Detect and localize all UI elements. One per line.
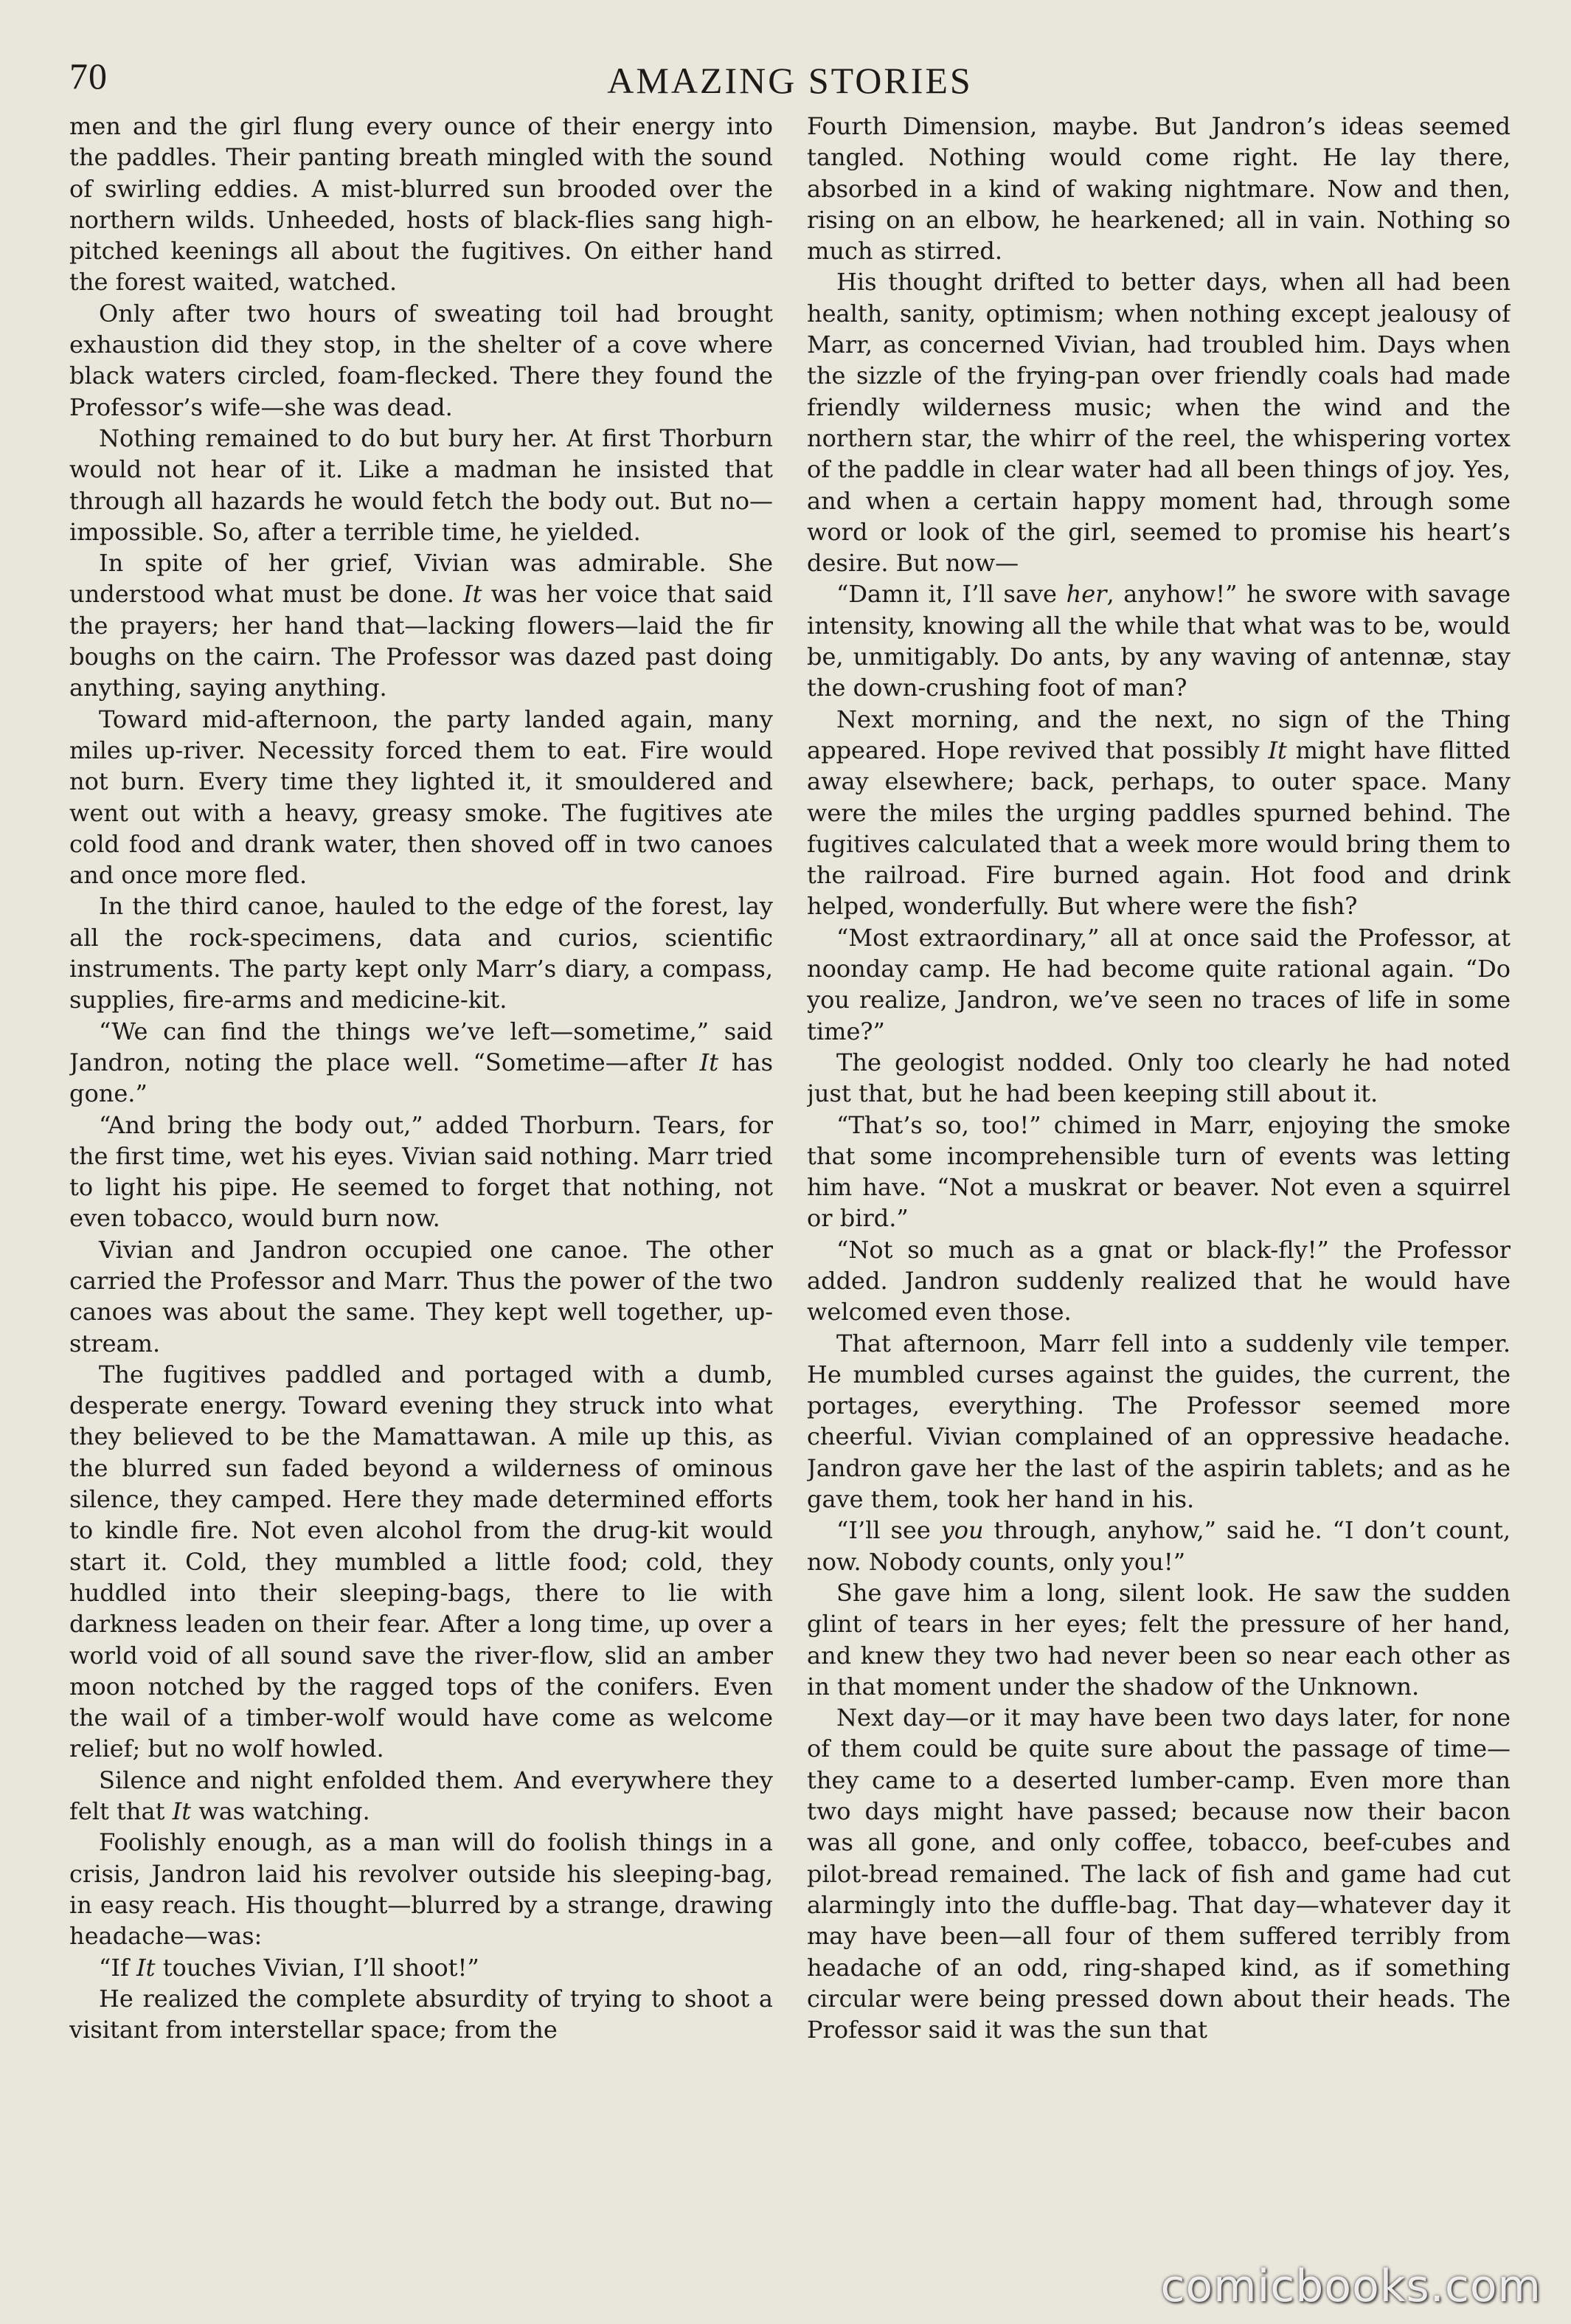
paragraph: In spite of her grief, Vivian was admirable. She understood what must be done. It was her voice that said the prayers; her hand that—lacking flowers—laid the fir boughs on the cairn. The Professor was dazed past doing anything, saying anything. bbox=[69, 549, 773, 702]
paragraph: “I’ll see you through, anyhow,” said he. “I don’t count, now. Nobody counts, only you!” bbox=[807, 1516, 1511, 1576]
paragraph: “Not so much as a gnat or black-fly!” the Professor added. Jandron suddenly realized that he would have welcomed even those. bbox=[807, 1235, 1511, 1327]
right-column bbox=[807, 111, 1511, 2302]
paragraph: “We can find the things we’ve left—sometime,” said Jandron, noting the place well. “Sometime—after It has gone.” bbox=[69, 1017, 773, 1108]
paragraph: Nothing remained to do but bury her. At first Thorburn would not hear of it. Like a madman he insisted that through all hazards he would fetch the body out. But no—impossible. So, after a terrible time, he yielded. bbox=[69, 423, 773, 546]
paragraph: His thought drifted to better days, when all had been health, sanity, optimism; when nothing except jealousy of Marr, as concerned Vivian, had troubled him. Days when the sizzle of the frying-pan over friendly coals had made friendly wilderness music; when the wind and the northern star, the whirr of the reel, the whispering vortex of the paddle in clear water had all been things of joy. Yes, and when a certain happy moment had, through some word or look of the girl, seemed to promise his heart’s desire. But now— bbox=[807, 268, 1511, 578]
site-watermark: comicbooks.com bbox=[1160, 2261, 1541, 2312]
paragraph: Next day—or it may have been two days later, for none of them could be quite sure about the passage of time—they came to a deserted lumber-camp. Even more than two days might have passed; because now their bacon was all gone, and only coffee, tobacco, beef-cubes and pilot-bread remained. The lack of fish and game had cut alarmingly into the duffle-bag. That day—whatever day it may have been—all four of them suffered terribly from headache of an odd, ring-shaped kind, as if something circular were being pressed down about their heads. The Professor said it was the sun that bbox=[807, 1704, 1511, 2044]
magazine-title: AMAZING STORIES bbox=[607, 60, 973, 101]
paragraph: The fugitives paddled and portaged with a dumb, desperate energy. Toward evening they struck into what they believed to be the Mamattawan. A mile up this, as the blurred sun faded beyond a wilderness of ominous silence, they camped. Here they made determined efforts to kindle fire. Not even alcohol from the drug-kit would start it. Cold, they mumbled a little food; cold, they huddled into their sleeping-bags, there to lie with darkness leaden on their fear. After a long time, up over a world void of all sound save the river-flow, slid an amber moon notched by the ragged tops of the conifers. Even the wail of a timber-wolf would have come as welcome relief; but no wolf howled. bbox=[69, 1360, 773, 1763]
paragraph: Silence and night enfolded them. And everywhere they felt that It was watching. bbox=[69, 1766, 773, 1826]
paragraph: Only after two hours of sweating toil had brought exhaustion did they stop, in the shelter of a cove where black waters circled, foam-flecked. There they found the Professor’s wife—she was dead. bbox=[69, 299, 773, 421]
page-number: 70 bbox=[69, 55, 108, 97]
paragraph: Vivian and Jandron occupied one canoe. The other carried the Professor and Marr. Thus the power of the two canoes was about the same. They kept well together, up-stream. bbox=[69, 1235, 773, 1358]
text-columns bbox=[69, 111, 1511, 2302]
paragraph: “If It touches Vivian, I’ll shoot!” bbox=[99, 1953, 479, 1982]
paragraph: She gave him a long, silent look. He saw the sudden glint of tears in her eyes; felt the pressure of her hand, and knew they two had never been so near each other as in that moment under the shadow of the Unknown. bbox=[807, 1578, 1511, 1701]
paragraph: “Damn it, I’ll save her, anyhow!” he swore with savage intensity, knowing all the while that what was to be, would be, unmitigably. Do ants, by any waving of antennæ, stay the down-crushing foot of man? bbox=[807, 580, 1511, 702]
paragraph: Foolishly enough, as a man will do foolish things in a crisis, Jandron laid his revolver outside his sleeping-bag, in easy reach. His thought—blurred by a strange, drawing headache—was: bbox=[69, 1828, 773, 1951]
paragraph: men and the girl flung every ounce of their energy into the paddles. Their panting breath mingled with the sound of swirling eddies. A mist-blurred sun brooded over the northern wilds. Unheeded, hosts of black-flies sang high-pitched keenings all about the fugitives. On either hand the forest waited, watched. bbox=[69, 112, 773, 297]
paragraph: Next morning, and the next, no sign of the Thing appeared. Hope revived that possibly It might have flitted away elsewhere; back, perhaps, to outer space. Many were the miles the urging paddles spurned behind. The fugitives calculated that a week more would bring them to the railroad. Fire burned again. Hot food and drink helped, wonderfully. But where were the fish? bbox=[807, 705, 1511, 921]
paragraph: He realized the complete absurdity of trying to shoot a visitant from interstellar space; from the bbox=[69, 1984, 773, 2044]
paragraph: “Most extraordinary,” all at once said the Professor, at noonday camp. He had become quite rational again. “Do you realize, Jandron, we’ve seen no traces of life in some time?” bbox=[807, 923, 1511, 1045]
running-head bbox=[69, 50, 1511, 111]
left-column bbox=[69, 111, 773, 2302]
paragraph: Fourth Dimension, maybe. But Jandron’s ideas seemed tangled. Nothing would come right. He lay there, absorbed in a kind of waking nightmare. Now and then, rising on an elbow, he hearkened; all in vain. Nothing so much as stirred. bbox=[807, 112, 1511, 266]
paragraph: “That’s so, too!” chimed in Marr, enjoying the smoke that some incomprehensible turn of events was letting him have. “Not a muskrat or beaver. Not even a squirrel or bird.” bbox=[807, 1110, 1511, 1233]
paragraph: In the third canoe, hauled to the edge of the forest, lay all the rock-specimens, data and curios, scientific instruments. The party kept only Marr’s diary, a compass, supplies, fire-arms and medicine-kit. bbox=[69, 892, 773, 1014]
paragraph: “And bring the body out,” added Thorburn. Tears, for the first time, wet his eyes. Vivian said nothing. Marr tried to light his pipe. He seemed to forget that nothing, not even tobacco, would burn now. bbox=[69, 1110, 773, 1233]
paragraph: The geologist nodded. Only too clearly he had noted just that, but he had been keeping still about it. bbox=[807, 1048, 1511, 1108]
paragraph: Toward mid-afternoon, the party landed again, many miles up-river. Necessity forced them to eat. Fire would not burn. Every time they lighted it, it smouldered and went out with a heavy, greasy smoke. The fugitives ate cold food and drank water, then shoved off in two canoes and once more fled. bbox=[69, 705, 773, 890]
paragraph: That afternoon, Marr fell into a suddenly vile temper. He mumbled curses against the guides, the current, the portages, everything. The Professor seemed more cheerful. Vivian complained of an oppressive headache. Jandron gave her the last of the aspirin tablets; and as he gave them, took her hand in his. bbox=[807, 1329, 1511, 1514]
